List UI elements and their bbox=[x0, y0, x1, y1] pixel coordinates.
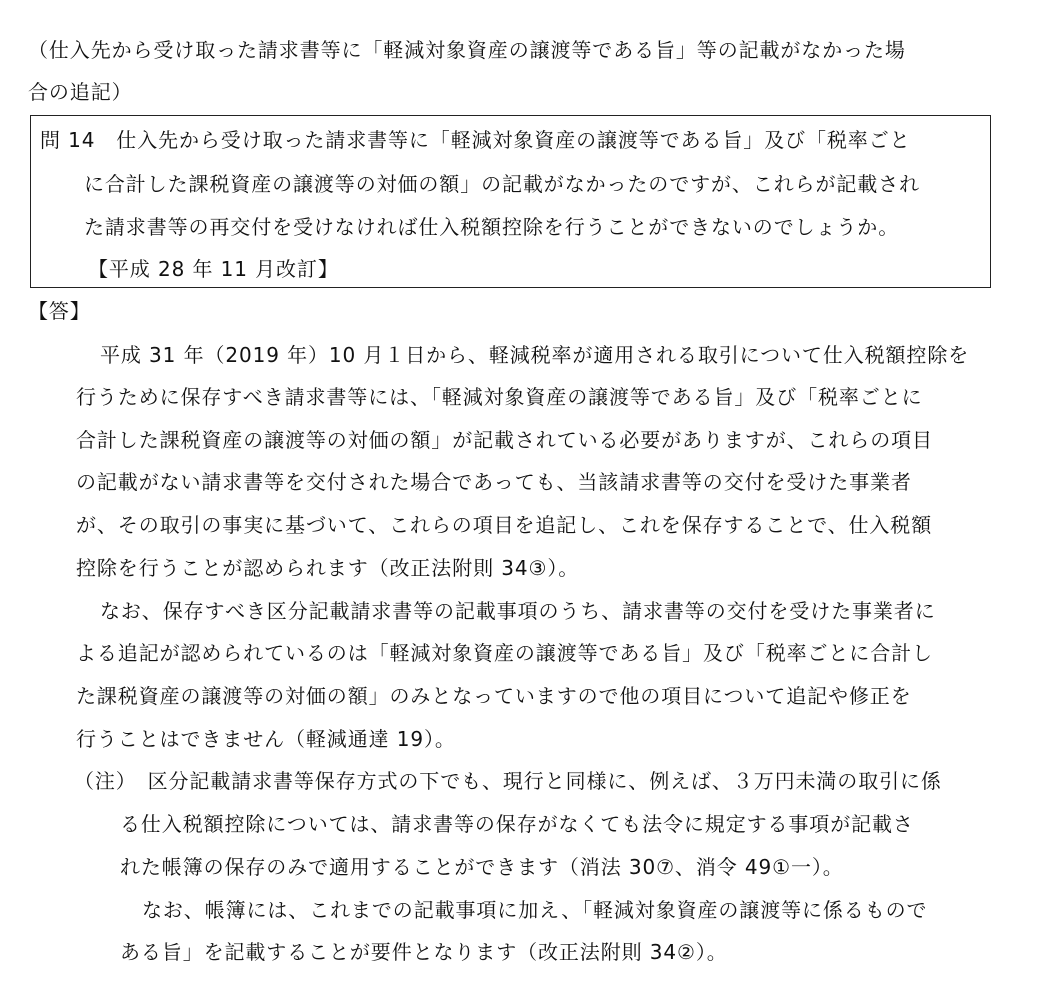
note-line-1: （注） 区分記載請求書等保存方式の下でも、現行と同様に、例えば、３万円未満の取引に係 bbox=[74, 769, 942, 793]
answer-p2-line-4: 行うことはできません（軽減通達 19）。 bbox=[76, 727, 456, 751]
question-line-1: 問 14 仕入先から受け取った請求書等に「軽減対象資産の譲渡等である旨」及び「税率ごと bbox=[40, 128, 911, 152]
note-line-5: ある旨」を記載することが要件となります（改正法附則 34②）。 bbox=[120, 940, 728, 964]
answer-p2-line-2: よる追記が認められているのは「軽減対象資産の譲渡等である旨」及び「税率ごとに合計し bbox=[76, 641, 933, 665]
note-line-4: なお、帳簿には、これまでの記載事項に加え、「軽減対象資産の譲渡等に係るもので bbox=[142, 898, 928, 922]
answer-label: 【答】 bbox=[28, 299, 91, 323]
answer-p1-line-6: 控除を行うことが認められます（改正法附則 34③）。 bbox=[76, 556, 580, 580]
answer-p2-line-1: なお、保存すべき区分記載請求書等の記載事項のうち、請求書等の交付を受けた事業者に bbox=[100, 599, 936, 623]
answer-p1-line-5: が、その取引の事実に基づいて、これらの項目を追記し、これを保存することで、仕入税額 bbox=[76, 513, 933, 537]
answer-p1-line-4: の記載がない請求書等を交付された場合であっても、当該請求書等の交付を受けた事業者 bbox=[76, 470, 912, 494]
note-line-2: る仕入税額控除については、請求書等の保存がなくても法令に規定する事項が記載さ bbox=[120, 812, 914, 836]
question-line-3: た請求書等の再交付を受けなければ仕入税額控除を行うことができないのでしょうか。 bbox=[84, 215, 900, 239]
note-line-3: れた帳簿の保存のみで適用することができます（消法 30⑦、消令 49①一）。 bbox=[120, 855, 844, 879]
answer-p2-line-3: た課税資産の譲渡等の対価の額」のみとなっていますので他の項目について追記や修正を bbox=[76, 684, 912, 708]
answer-p1-line-3: 合計した課税資産の譲渡等の対価の額」が記載されている必要がありますが、これらの項目 bbox=[76, 428, 933, 452]
heading-line-2: 合の追記） bbox=[28, 80, 133, 104]
answer-p1-line-2: 行うために保存すべき請求書等には、「軽減対象資産の譲渡等である旨」及び「税率ごとに bbox=[76, 385, 923, 409]
question-line-2: に合計した課税資産の譲渡等の対価の額」の記載がなかったのですが、これらが記載され bbox=[84, 172, 920, 196]
question-revision: 【平成 28 年 11 月改訂】 bbox=[88, 257, 339, 281]
answer-p1-line-1: 平成 31 年（2019 年）10 月１日から、軽減税率が適用される取引について仕入税額控除を bbox=[100, 343, 970, 367]
heading-line-1: （仕入先から受け取った請求書等に「軽減対象資産の譲渡等である旨」等の記載がなかった場 bbox=[28, 38, 906, 62]
